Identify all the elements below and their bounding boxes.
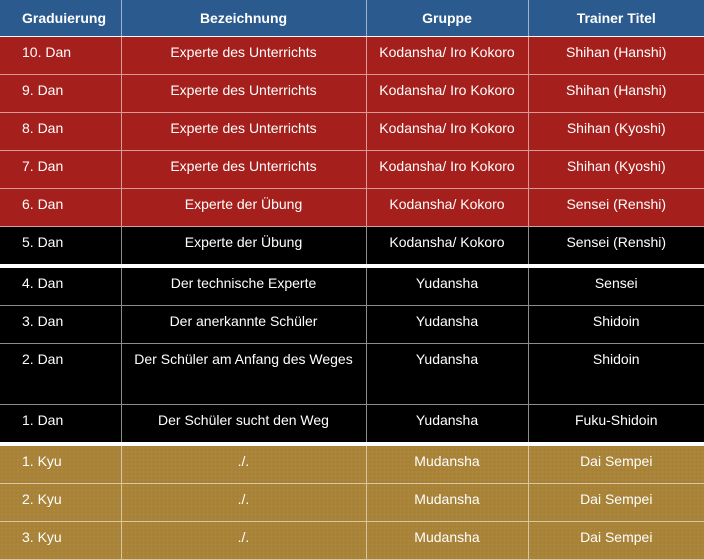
cell-designation: Der Schüler am Anfang des Weges — [121, 344, 366, 405]
cell-designation: Experte der Übung — [121, 227, 366, 267]
cell-group: Kodansha/ Iro Kokoro — [366, 113, 528, 151]
header-designation: Bezeichnung — [121, 0, 366, 37]
table-row — [0, 37, 704, 75]
cell-grade: 7. Dan — [0, 151, 121, 189]
table-row — [0, 227, 704, 267]
cell-grade: 9. Dan — [0, 75, 121, 113]
cell-title: Sensei — [528, 266, 704, 306]
table-row — [0, 344, 704, 405]
cell-title: Fuku-Shidoin — [528, 405, 704, 445]
cell-group: Mudansha — [366, 444, 528, 484]
cell-designation: Experte der Übung — [121, 189, 366, 227]
cell-group: Yudansha — [366, 405, 528, 445]
header-group: Gruppe — [366, 0, 528, 37]
cell-grade: 10. Dan — [0, 37, 121, 75]
cell-group: Kodansha/ Iro Kokoro — [366, 37, 528, 75]
cell-designation: Der technische Experte — [121, 266, 366, 306]
table-row — [0, 306, 704, 344]
cell-designation: ./. — [121, 444, 366, 484]
cell-designation: Experte des Unterrichts — [121, 113, 366, 151]
table-row — [0, 151, 704, 189]
cell-designation: ./. — [121, 484, 366, 522]
table-row — [0, 522, 704, 560]
table-row — [0, 266, 704, 306]
cell-title: Dai Sempei — [528, 484, 704, 522]
table-row — [0, 484, 704, 522]
cell-title: Shihan (Hanshi) — [528, 37, 704, 75]
header-row — [0, 0, 704, 37]
table-row — [0, 444, 704, 484]
cell-grade: 2. Dan — [0, 344, 121, 405]
cell-group: Yudansha — [366, 266, 528, 306]
cell-title: Shihan (Kyoshi) — [528, 151, 704, 189]
header-trainer-title: Trainer Titel — [528, 0, 704, 37]
cell-group: Kodansha/ Iro Kokoro — [366, 75, 528, 113]
table-row — [0, 75, 704, 113]
cell-grade: 3. Dan — [0, 306, 121, 344]
cell-designation: Experte des Unterrichts — [121, 37, 366, 75]
cell-designation: Der anerkannte Schüler — [121, 306, 366, 344]
cell-title: Sensei (Renshi) — [528, 189, 704, 227]
cell-group: Mudansha — [366, 484, 528, 522]
cell-title: Shidoin — [528, 344, 704, 405]
table-row — [0, 189, 704, 227]
header-grade: Graduierung — [0, 0, 121, 37]
table-row — [0, 113, 704, 151]
cell-grade: 8. Dan — [0, 113, 121, 151]
cell-grade: 1. Dan — [0, 405, 121, 445]
cell-group: Yudansha — [366, 344, 528, 405]
cell-group: Kodansha/ Iro Kokoro — [366, 151, 528, 189]
cell-grade: 2. Kyu — [0, 484, 121, 522]
cell-designation: ./. — [121, 522, 366, 560]
cell-title: Dai Sempei — [528, 522, 704, 560]
cell-grade: 4. Dan — [0, 266, 121, 306]
cell-group: Kodansha/ Kokoro — [366, 189, 528, 227]
cell-title: Dai Sempei — [528, 444, 704, 484]
table-row — [0, 405, 704, 445]
cell-designation: Experte des Unterrichts — [121, 151, 366, 189]
cell-title: Shidoin — [528, 306, 704, 344]
cell-grade: 5. Dan — [0, 227, 121, 267]
cell-designation: Der Schüler sucht den Weg — [121, 405, 366, 445]
cell-group: Mudansha — [366, 522, 528, 560]
cell-designation: Experte des Unterrichts — [121, 75, 366, 113]
cell-group: Kodansha/ Kokoro — [366, 227, 528, 267]
cell-title: Shihan (Kyoshi) — [528, 113, 704, 151]
cell-grade: 6. Dan — [0, 189, 121, 227]
cell-title: Shihan (Hanshi) — [528, 75, 704, 113]
cell-group: Yudansha — [366, 306, 528, 344]
cell-grade: 3. Kyu — [0, 522, 121, 560]
cell-title: Sensei (Renshi) — [528, 227, 704, 267]
cell-grade: 1. Kyu — [0, 444, 121, 484]
